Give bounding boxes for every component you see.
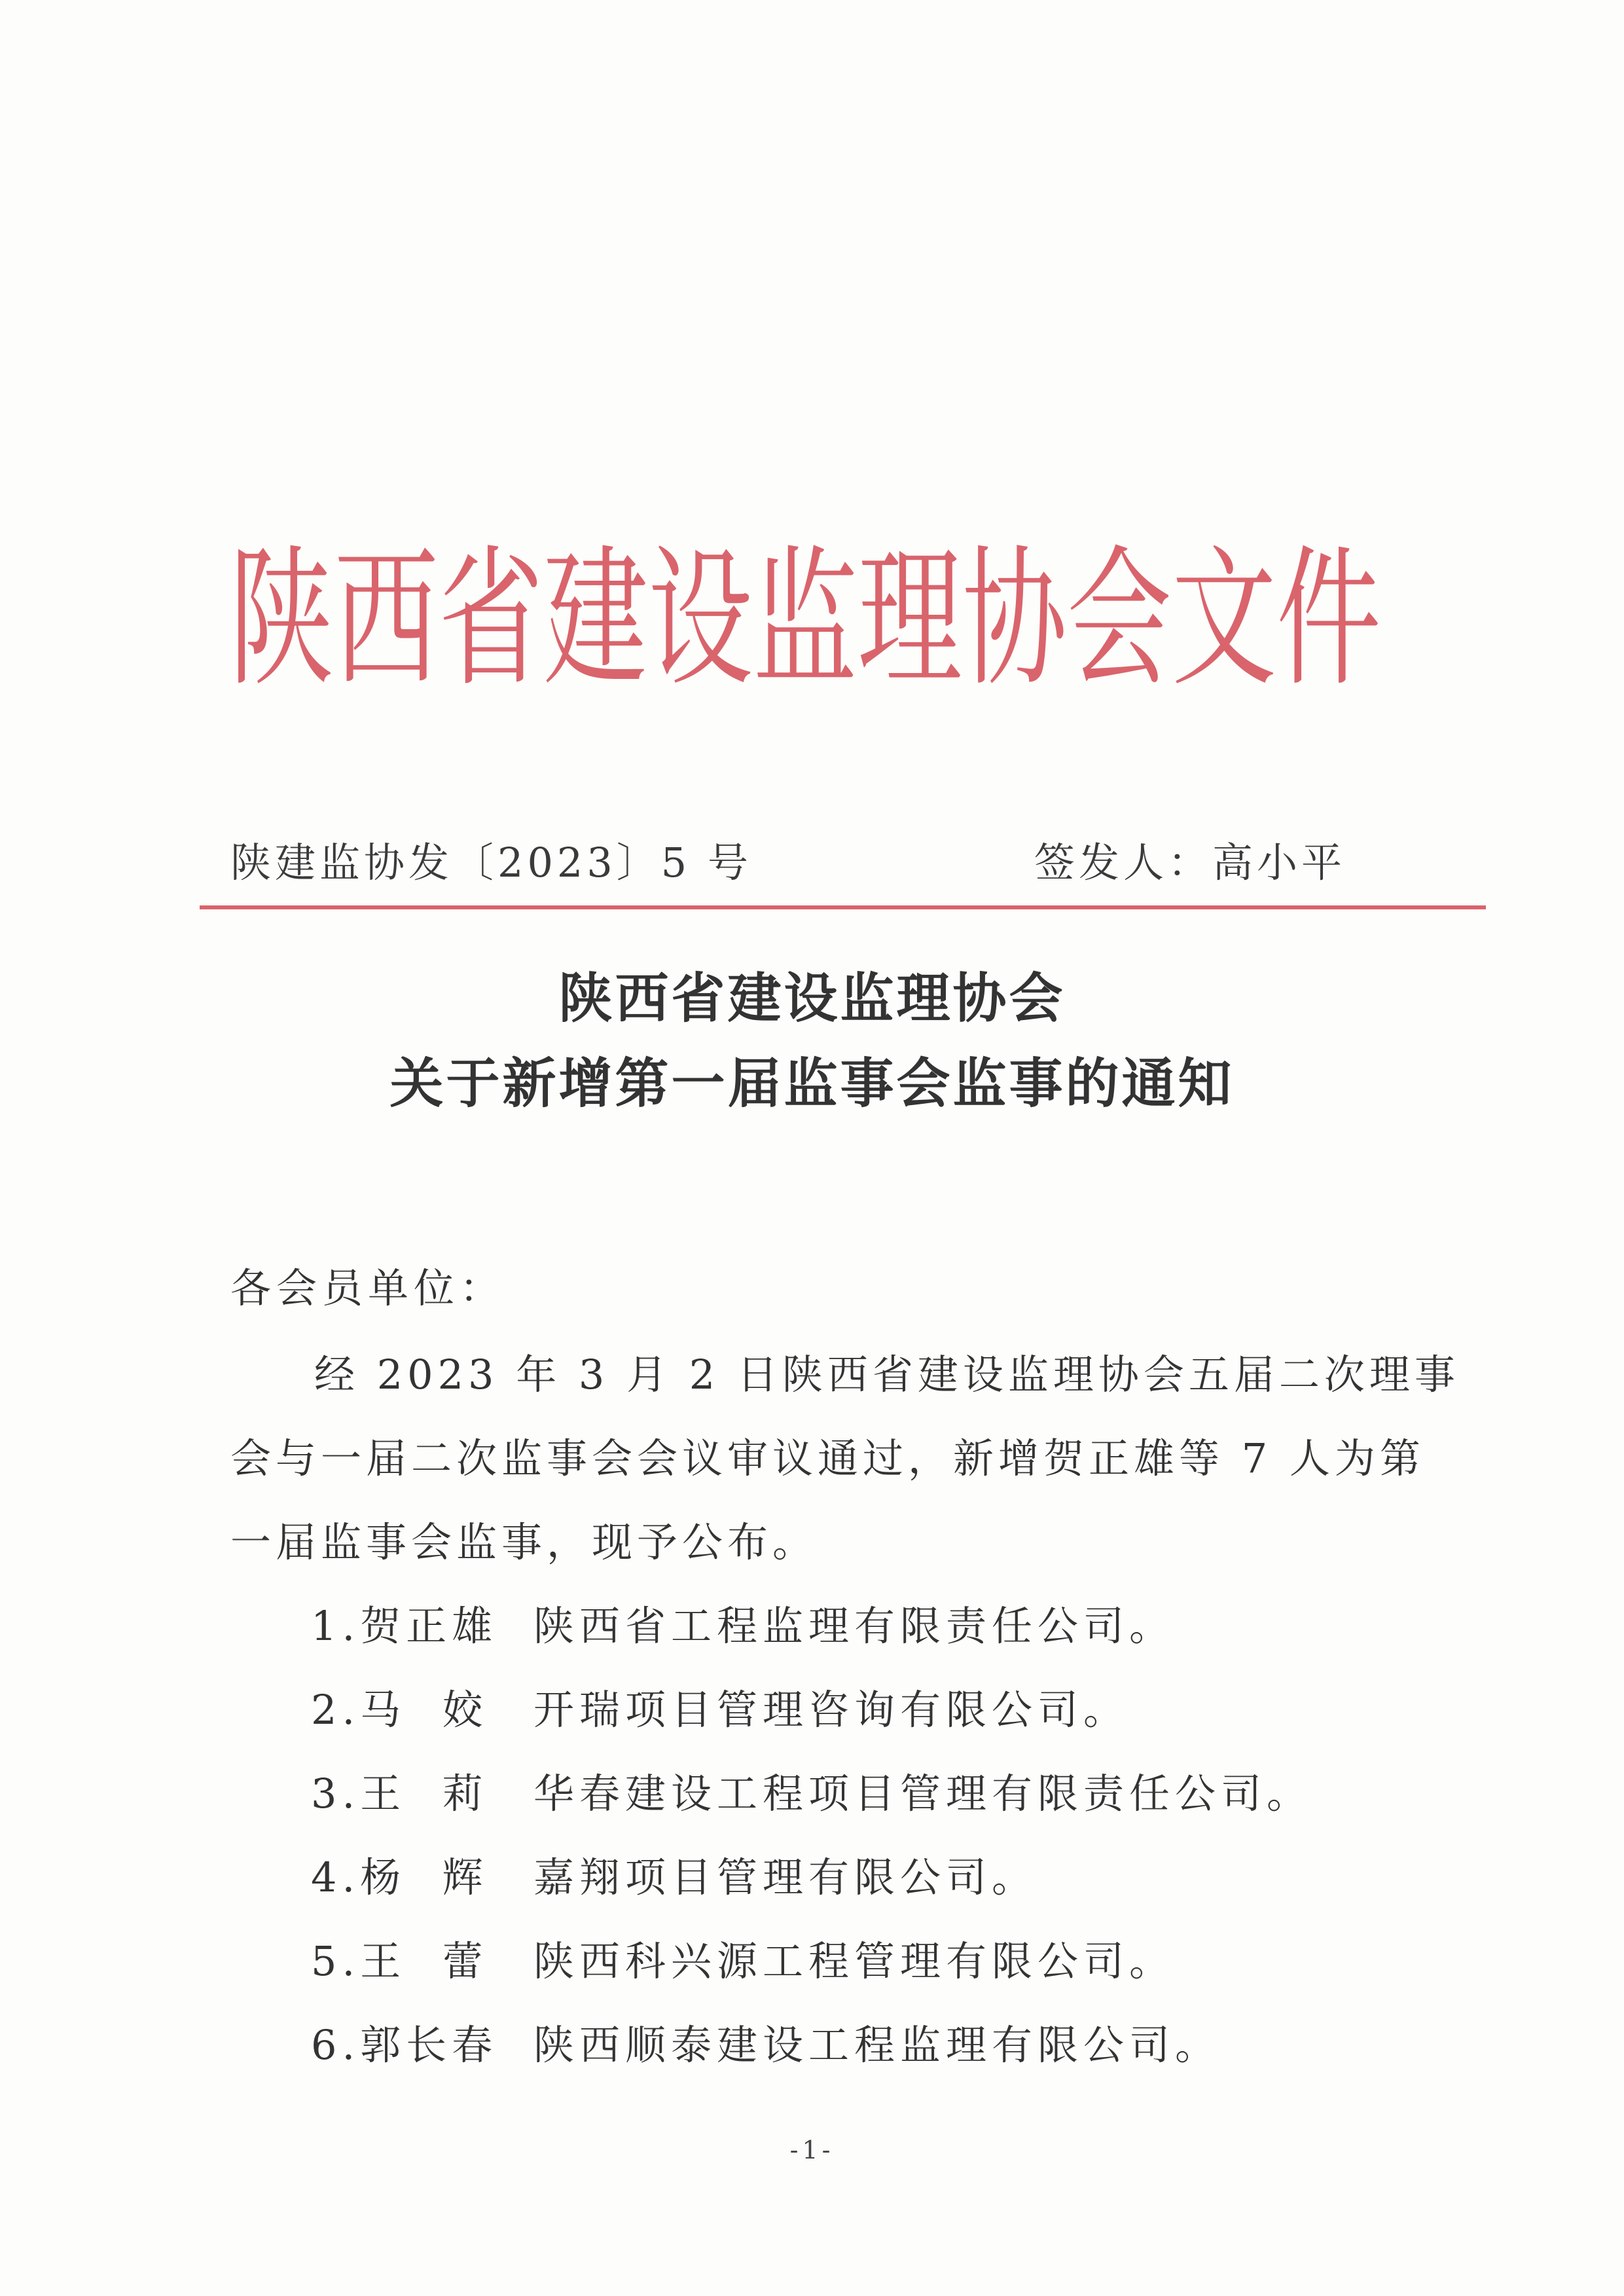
member-organization: 陕西省工程监理有限责任公司。 bbox=[533, 1602, 1176, 1650]
page-number: -1- bbox=[789, 2136, 835, 2164]
masthead-title: 陕西省建设监理协会文件 bbox=[229, 532, 1381, 707]
notice-title-line-2: 关于新增第一届监事会监事的通知 bbox=[389, 1053, 1235, 1115]
member-item bbox=[311, 1677, 1489, 1734]
masthead-svg bbox=[216, 517, 1394, 714]
red-divider-line bbox=[200, 905, 1486, 909]
member-name: 3.王 莉 bbox=[311, 1770, 488, 1817]
paragraph-line: 一届监事会监事，现予公布。 bbox=[230, 1518, 818, 1566]
salutation: 各会员单位： bbox=[230, 1264, 506, 1312]
member-item bbox=[311, 2013, 1489, 2069]
document-number: 陕建监协发〔2023〕5 号 bbox=[230, 839, 752, 886]
member-organization: 华春建设工程项目管理有限责任公司。 bbox=[533, 1770, 1313, 1817]
paragraph-line: 会与一届二次监事会会议审议通过，新增贺正雄等 7 人为第 bbox=[230, 1434, 1425, 1482]
member-name: 6.郭长春 bbox=[311, 2021, 498, 2069]
paragraph-line: 经 2023 年 3 月 2 日陕西省建设监理协会五届二次理事 bbox=[314, 1351, 1460, 1398]
member-item bbox=[311, 1594, 1489, 1650]
notice-title-line-1: 陕西省建设监理协会 bbox=[558, 968, 1066, 1030]
member-name: 4.杨 辉 bbox=[311, 1853, 488, 1901]
member-name: 2.马 姣 bbox=[311, 1686, 488, 1734]
member-name: 5.王 蕾 bbox=[311, 1937, 488, 1985]
member-item bbox=[311, 1929, 1489, 1985]
member-item bbox=[311, 1845, 1489, 1901]
member-name: 1.贺正雄 bbox=[311, 1602, 498, 1650]
member-organization: 陕西顺泰建设工程监理有限公司。 bbox=[533, 2021, 1221, 2069]
member-organization: 嘉翔项目管理有限公司。 bbox=[533, 1853, 1038, 1901]
member-item bbox=[311, 1761, 1489, 1817]
member-organization: 陕西科兴源工程管理有限公司。 bbox=[533, 1937, 1176, 1985]
masthead bbox=[216, 517, 1394, 714]
issuer-signature: 签发人：高小平 bbox=[1034, 839, 1346, 886]
member-organization: 开瑞项目管理咨询有限公司。 bbox=[533, 1686, 1130, 1734]
